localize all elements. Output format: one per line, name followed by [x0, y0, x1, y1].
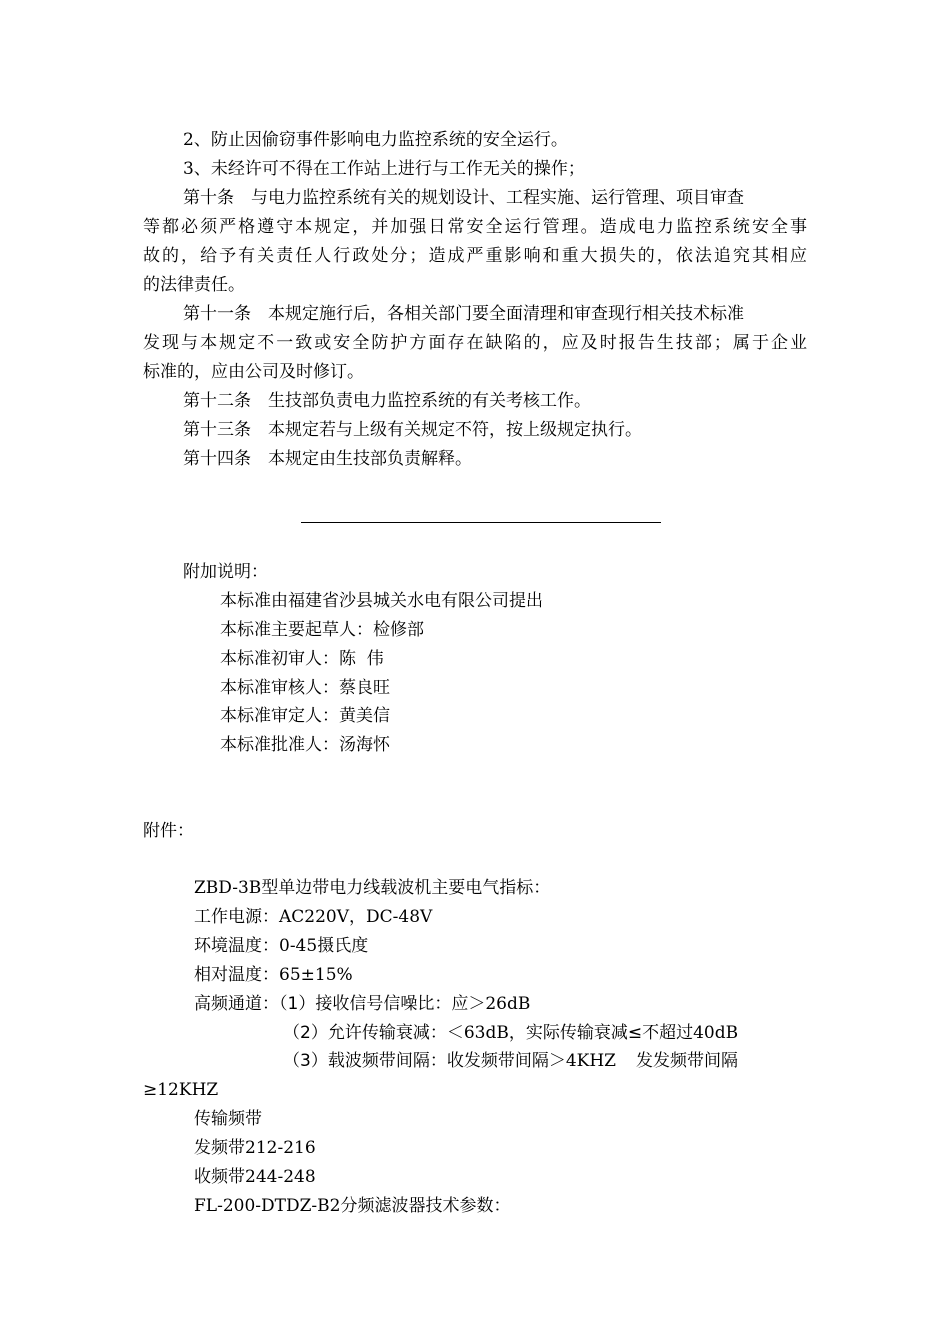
notes-proposer: 本标准由福建省沙县城关水电有限公司提出 — [220, 591, 543, 611]
zbd-humidity-value: 65±15% — [279, 965, 353, 985]
zbd-title: 型单边带电力线载波机主要电气指标： — [261, 878, 551, 898]
notes-first-reviewer: 本标准初审人：陈 伟 — [220, 649, 384, 669]
zbd-temp-label: 环境温度： — [194, 936, 279, 956]
filter-title-line — [194, 1195, 510, 1217]
article-11-title: 第十一条 — [183, 304, 251, 324]
zbd-attenuation — [283, 1022, 738, 1044]
article-11-line-1 — [183, 303, 744, 325]
article-12-title: 第十二条 — [183, 391, 251, 411]
zbd-tx-band — [194, 1137, 316, 1159]
article-14-title: 第十四条 — [183, 449, 251, 469]
article-10-text: 与电力监控系统有关的规划设计、工程实施、运行管理、项目审查 — [251, 188, 744, 208]
zbd-rx-value: 244-248 — [245, 1167, 316, 1187]
filter-model: FL-200-DTDZ-B2 — [194, 1196, 341, 1216]
notes-approver: 本标准批准人：汤海怀 — [220, 735, 390, 755]
zbd-tx-value: 212-216 — [245, 1138, 316, 1158]
article-11-line-3: 标准的，应由公司及时修订。 — [143, 362, 364, 382]
article-10-title: 第十条 — [183, 188, 234, 208]
zbd-spacing — [283, 1050, 738, 1072]
zbd-rx-label: 收频带 — [194, 1167, 245, 1187]
article-10-line-1 — [183, 187, 744, 209]
zbd-hf-value: 26dB — [485, 994, 531, 1014]
article-12 — [183, 390, 591, 412]
attachment-heading: 附件： — [143, 821, 194, 841]
article-10-line-4: 的法律责任。 — [143, 275, 245, 295]
article-14-text: 本规定由生技部负责解释。 — [268, 449, 472, 469]
article-12-text: 生技部负责电力监控系统的有关考核工作。 — [268, 391, 591, 411]
notes-heading: 附加说明： — [183, 562, 268, 582]
zbd-atten-mid: ，实际传输衰减≤不超过 — [508, 1023, 694, 1043]
article-13-text: 本规定若与上级有关规定不符，按上级规定执行。 — [268, 420, 642, 440]
zbd-temperature — [194, 935, 368, 957]
zbd-humidity — [194, 964, 353, 986]
zbd-title-line — [194, 877, 550, 899]
zbd-band-label: 传输频带 — [194, 1109, 262, 1129]
item-2: 2、防止因偷窃事件影响电力监控系统的安全运行。 — [183, 130, 568, 150]
article-13-title: 第十三条 — [183, 420, 251, 440]
zbd-hf-label: 高频通道：（1）接收信号信噪比：应＞ — [194, 994, 486, 1014]
article-11-line-2: 发现与本规定不一致或安全防护方面存在缺陷的，应及时报告生技部；属于企业 — [143, 333, 807, 353]
article-10-line-2: 等都必须严格遵守本规定，并加强日常安全运行管理。造成电力监控系统安全事 — [143, 217, 807, 237]
zbd-humidity-label: 相对温度： — [194, 965, 279, 985]
zbd-power — [194, 906, 432, 928]
item-3: 3、未经许可不得在工作站上进行与工作无关的操作； — [183, 159, 585, 179]
article-14 — [183, 448, 472, 470]
article-10-line-3: 故的，给予有关责任人行政处分；造成严重影响和重大损失的，依法追究其相应 — [143, 246, 807, 266]
article-11-text: 本规定施行后，各相关部门要全面清理和审查现行相关技术标准 — [268, 304, 744, 324]
article-13 — [183, 419, 642, 441]
zbd-spacing-cont: ≥12KHZ — [143, 1080, 219, 1100]
zbd-spacing-value: 4KHZ — [565, 1051, 616, 1071]
zbd-atten-value-1: 63dB — [463, 1023, 509, 1043]
filter-title: 分频滤波器技术参数： — [340, 1196, 511, 1216]
zbd-power-value: AC220V，DC-48V — [279, 907, 433, 927]
zbd-temp-unit: 摄氏度 — [317, 936, 369, 956]
notes-drafter: 本标准主要起草人：检修部 — [220, 620, 424, 640]
zbd-power-label: 工作电源： — [194, 907, 279, 927]
notes-final-approver: 本标准审定人：黄美信 — [220, 706, 390, 726]
zbd-atten-value-2: 40dB — [693, 1023, 739, 1043]
zbd-rx-band — [194, 1166, 316, 1188]
zbd-hf-channel — [194, 993, 530, 1015]
section-divider — [301, 522, 661, 523]
zbd-atten-label: （2）允许传输衰减：＜ — [283, 1023, 464, 1043]
notes-reviewer: 本标准审核人：蔡良旺 — [220, 678, 390, 698]
zbd-tx-label: 发频带 — [194, 1138, 245, 1158]
zbd-model: ZBD-3B — [194, 878, 262, 898]
zbd-spacing-label: （3）载波频带间隔：收发频带间隔＞ — [283, 1051, 566, 1071]
zbd-temp-value: 0-45 — [279, 936, 318, 956]
zbd-spacing-mid: 发发频带间隔 — [635, 1051, 738, 1071]
